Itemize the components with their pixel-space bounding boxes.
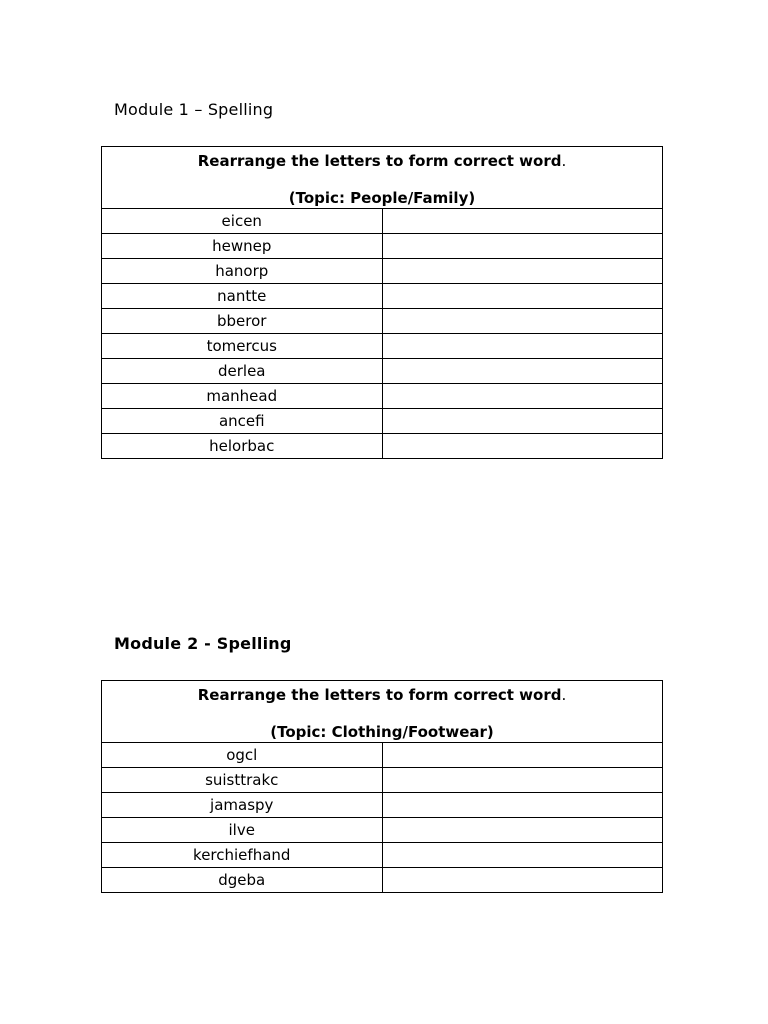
answer-cell[interactable] (382, 334, 663, 359)
scrambled-word: hewnep (102, 234, 383, 259)
answer-cell[interactable] (382, 284, 663, 309)
table-row (102, 359, 663, 384)
table-row (102, 434, 663, 459)
scrambled-word: kerchiefhand (102, 843, 383, 868)
instruction-punct: . (561, 686, 567, 704)
table-row (102, 234, 663, 259)
module-2-title: Module 2 - Spelling (114, 634, 292, 653)
topic-label: (Topic: People/Family) (288, 189, 476, 207)
scrambled-word: hanorp (102, 259, 383, 284)
answer-cell[interactable] (382, 768, 663, 793)
scrambled-word: ilve (102, 818, 383, 843)
scrambled-word: dgeba (102, 868, 383, 893)
table-row (102, 409, 663, 434)
table-row (102, 768, 663, 793)
answer-cell[interactable] (382, 359, 663, 384)
scrambled-word: manhead (102, 384, 383, 409)
scrambled-word: ogcl (102, 743, 383, 768)
table-header-row (102, 681, 663, 743)
table-row (102, 818, 663, 843)
answer-cell[interactable] (382, 793, 663, 818)
answer-cell[interactable] (382, 209, 663, 234)
answer-cell[interactable] (382, 434, 663, 459)
scrambled-word: helorbac (102, 434, 383, 459)
scrambled-word: suisttrakc (102, 768, 383, 793)
instruction-punct: . (561, 152, 567, 170)
module-1-title: Module 1 – Spelling (114, 100, 274, 119)
answer-cell[interactable] (382, 868, 663, 893)
module-2-worksheet-table (101, 680, 663, 893)
table-row (102, 868, 663, 893)
table-row (102, 259, 663, 284)
table-row (102, 743, 663, 768)
table-row (102, 284, 663, 309)
scrambled-word: jamaspy (102, 793, 383, 818)
table-row (102, 209, 663, 234)
scrambled-word: eicen (102, 209, 383, 234)
answer-cell[interactable] (382, 409, 663, 434)
answer-cell[interactable] (382, 818, 663, 843)
table-header-cell (102, 681, 663, 743)
scrambled-word: tomercus (102, 334, 383, 359)
table-row (102, 793, 663, 818)
table-row (102, 384, 663, 409)
module-1-worksheet-table (101, 146, 663, 459)
scrambled-word: derlea (102, 359, 383, 384)
instruction-line (102, 152, 662, 170)
table-row (102, 843, 663, 868)
table-header-row (102, 147, 663, 209)
scrambled-word: ancefi (102, 409, 383, 434)
instruction-text: Rearrange the letters to form correct word (197, 152, 562, 170)
answer-cell[interactable] (382, 843, 663, 868)
table-row (102, 309, 663, 334)
scrambled-word: nantte (102, 284, 383, 309)
answer-cell[interactable] (382, 384, 663, 409)
answer-cell[interactable] (382, 234, 663, 259)
answer-cell[interactable] (382, 309, 663, 334)
answer-cell[interactable] (382, 743, 663, 768)
table-header-cell (102, 147, 663, 209)
scrambled-word: bberor (102, 309, 383, 334)
topic-label: (Topic: Clothing/Footwear) (270, 723, 494, 741)
instruction-text: Rearrange the letters to form correct word (197, 686, 562, 704)
answer-cell[interactable] (382, 259, 663, 284)
instruction-line (102, 686, 662, 704)
table-row (102, 334, 663, 359)
